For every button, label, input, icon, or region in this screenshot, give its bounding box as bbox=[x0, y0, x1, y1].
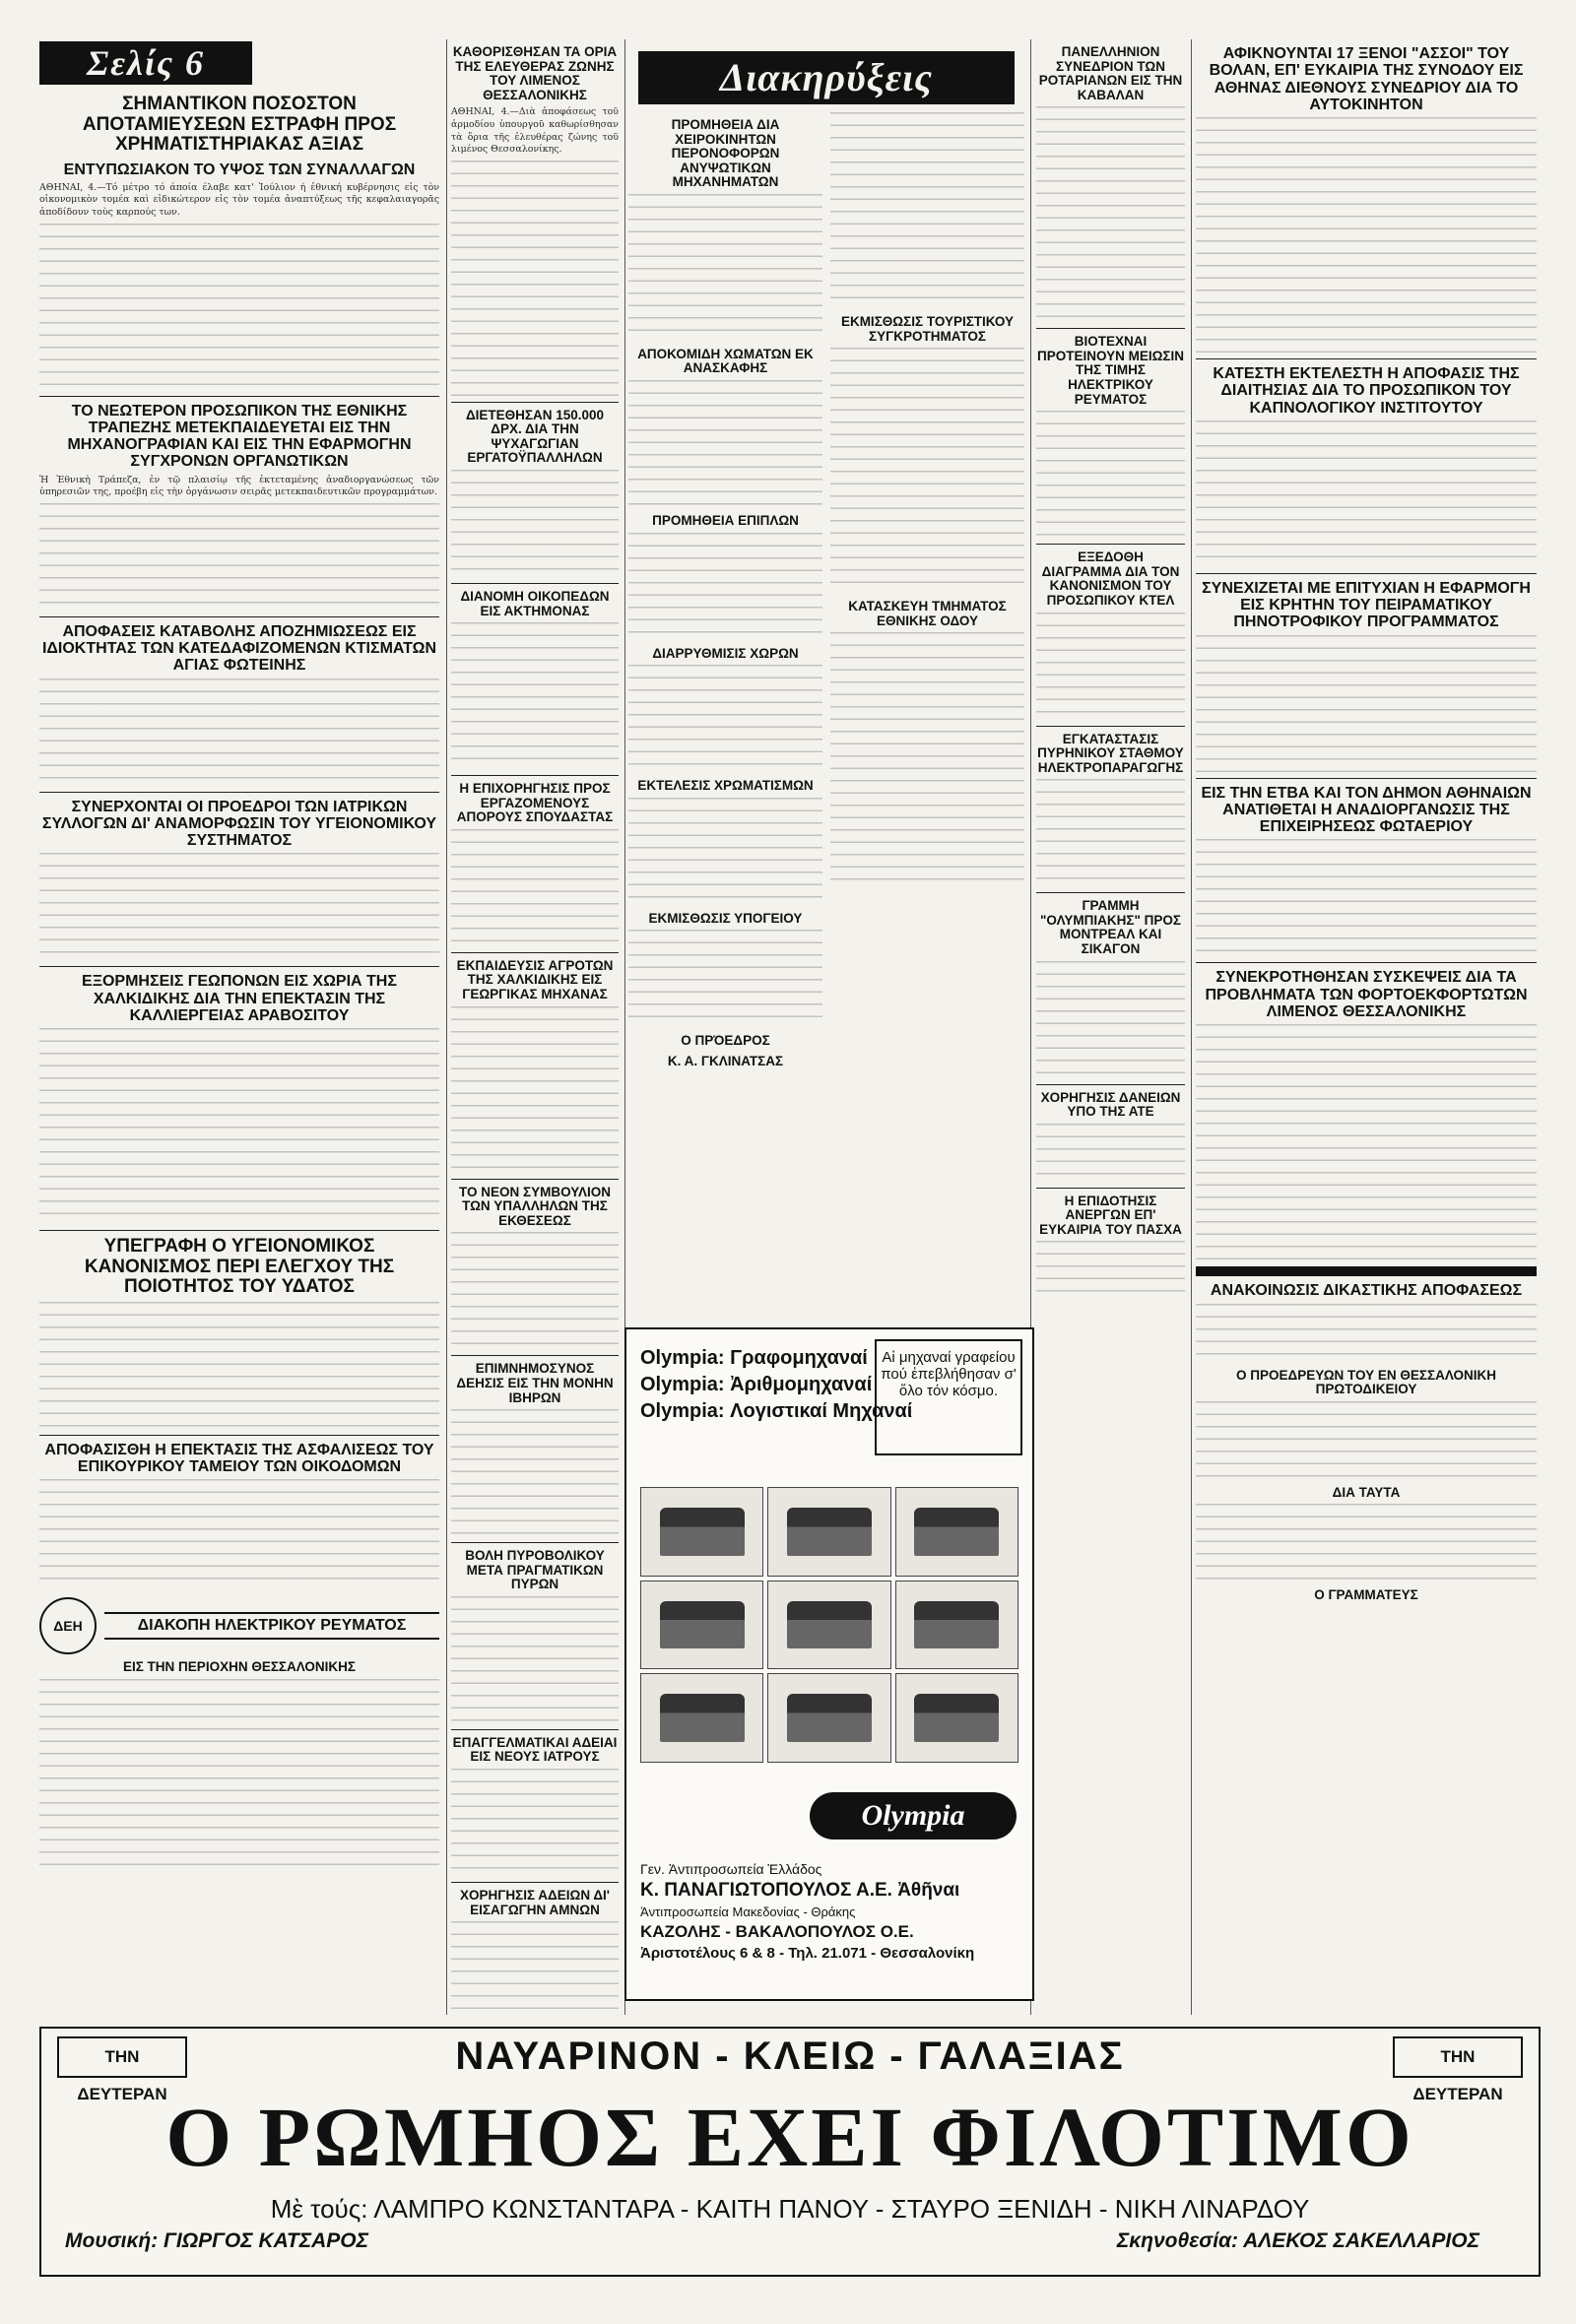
headline-nuclear-plant: ΕΓΚΑΤΑΣΤΑΣΙΣ ΠΥΡΗΝΙΚΟΥ ΣΤΑΘΜΟΥ ΗΛΕΚΤΡΟΠΑΡΑΓΩΓΗΣ bbox=[1037, 731, 1184, 775]
article-text: ΑΘΗΝΑΙ, 4.—Τό μέτρο τό άποία έλαβε κατ' Ἰούλιον ή ἐθνική κυβέρνησις εἰς τὸν οἰκονομικὸν τομέα καὶ εἰδικώτερον εἰς τὸν τομέα ἀναπτύξεως τῆς κεφαλαιαγορᾶς ἀποδίδουν τοὺς καρπούς των. bbox=[39, 181, 439, 218]
article-body bbox=[1196, 117, 1537, 354]
calculator-icon bbox=[660, 1601, 745, 1649]
court-presiding-judge: Ο ΠΡΟΕΔΡΕΥΩΝ ΤΟΥ ΕΝ ΘΕΣΣΑΛΟΝΙΚΗ ΠΡΩΤΟΔΙΚΕΙΟΥ bbox=[1235, 1367, 1497, 1397]
headline-exhibition-council: ΤΟ ΝΕΟΝ ΣΥΜΒΟΥΛΙΟΝ ΤΩΝ ΥΠΑΛΛΗΛΩΝ ΤΗΣ ΕΚΘΕΣΕΩΣ bbox=[458, 1184, 612, 1228]
calculator-icon bbox=[787, 1601, 872, 1649]
monday-label-left: ΤΗΝ ΔΕΥΤΕΡΑΝ bbox=[57, 2036, 187, 2078]
divider bbox=[451, 1179, 619, 1180]
movie-cast: Μὲ τούς: ΛΑΜΠΡΟ ΚΩΝΣΤΑΝΤΑΡΑ - ΚΑΙΤΗ ΠΑΝΟΥ - ΣΤΑΥΡΟ ΞΕΝΙΔΗ - ΝΙΚΗ ΛΙΝΑΡΔΟΥ bbox=[270, 2194, 1310, 2224]
power-outage-title: ΔΙΑΚΟΠΗ ΗΛΕΚΤΡΙΚΟΥ ΡΕΥΜΑΤΟΣ bbox=[104, 1612, 439, 1640]
column-5 bbox=[1196, 39, 1537, 2019]
tender-text bbox=[628, 533, 822, 641]
article-body bbox=[451, 1921, 619, 2019]
machine-image bbox=[640, 1673, 763, 1763]
article-body bbox=[1036, 411, 1185, 539]
article-body bbox=[39, 1479, 439, 1587]
divider bbox=[39, 966, 439, 967]
article-body bbox=[1036, 613, 1185, 721]
tender-tourist-complex: ΕΚΜΙΣΘΩΣΙΣ ΤΟΥΡΙΣΤΙΚΟΥ ΣΥΓΚΡΟΤΗΜΑΤΟΣ bbox=[840, 314, 1015, 344]
headline-electricity-price: ΒΙΟΤΕΧΝΑΙ ΠΡΟΤΕΙΝΟΥΝ ΜΕΙΩΣΙΝ ΤΗΣ ΤΙΜΗΣ ΗΛΕΚΤΡΙΚΟΥ ΡΕΥΜΑΤΟΣ bbox=[1036, 334, 1185, 407]
olympia-advertisement bbox=[624, 1327, 1034, 2001]
column-3-tenders bbox=[628, 39, 1024, 1320]
machine-image bbox=[767, 1487, 890, 1577]
divider bbox=[39, 1435, 439, 1436]
headline-medical-associations: ΣΥΝΕΡΧΟΝΤΑΙ ΟΙ ΠΡΟΕΔΡΟΙ ΤΩΝ ΙΑΤΡΙΚΩΝ ΣΥΛΛΟΓΩΝ ΔΙ' ΑΝΑΜΟΡΦΩΣΙΝ ΤΟΥ ΥΓΕΙΟΝΟΜΙΚΟΥ ΣΥΣΤΗΜΑΤΟΣ bbox=[41, 798, 437, 850]
headline-builders-insurance: ΑΠΟΦΑΣΙΣΘΗ Η ΕΠΕΚΤΑΣΙΣ ΤΗΣ ΑΣΦΑΛΙΣΕΩΣ ΤΟΥ ΕΠΙΚΟΥΡΙΚΟΥ ΤΑΜΕΙΟΥ ΤΩΝ ΟΙΚΟΔΟΜΩΝ bbox=[44, 1441, 434, 1476]
tender-text bbox=[628, 930, 822, 1028]
headline-olympic-route: ΓΡΑΜΜΗ "ΟΛΥΜΠΙΑΚΗΣ" ΠΡΟΣ ΜΟΝΤΡΕΑΛ ΚΑΙ ΣΙΚΑΓΟΝ bbox=[1040, 898, 1181, 956]
divider bbox=[1196, 778, 1537, 779]
divider bbox=[1036, 892, 1185, 893]
machine-grid bbox=[640, 1487, 1018, 1763]
tender-furniture: ΠΡΟΜΗΘΕΙΑ ΕΠΙΠΛΩΝ bbox=[652, 513, 799, 529]
signature-name: Κ. Α. ΓΚΛΙΝΑΤΣΑΣ bbox=[667, 1053, 784, 1068]
headline-compensation: ΑΠΟΦΑΣΕΙΣ ΚΑΤΑΒΟΛΗΣ ΑΠΟΖΗΜΙΩΣΕΩΣ ΕΙΣ ΙΔΙΟΚΤΗΤΑΣ ΤΩΝ ΚΑΤΕΔΑΦΙΖΟΜΕΝΩΝ ΚΤΙΣΜΑΤΩΝ ΑΓΙΑΣ ΦΩΤΕΙΝΗΣ bbox=[41, 622, 437, 675]
machine-image bbox=[640, 1487, 763, 1577]
article-body bbox=[1036, 1241, 1185, 1300]
accounting-machine-icon bbox=[787, 1694, 872, 1742]
divider bbox=[1196, 573, 1537, 574]
ad-address: Ἀριστοτέλους 6 & 8 - Τηλ. 21.071 - Θεσσαλονίκη bbox=[640, 1945, 975, 1962]
article-body bbox=[1036, 779, 1185, 887]
headline-crete-poultry: ΣΥΝΕΧΙΖΕΤΑΙ ΜΕ ΕΠΙΤΥΧΙΑΝ Η ΕΦΑΡΜΟΓΗ ΕΙΣ ΚΡΗΤΗΝ ΤΟΥ ΠΕΙΡΑΜΑΤΙΚΟΥ ΠΗΝΟΤΡΟΦΙΚΟΥ ΠΡΟΓΡΑΜΜΑΤΟΣ bbox=[1202, 579, 1531, 631]
tender-highway: ΚΑΤΑΣΚΕΥΗ ΤΜΗΜΑΤΟΣ ΕΘΝΙΚΗΣ ΟΔΟΥ bbox=[848, 599, 1007, 628]
tender-text bbox=[628, 665, 822, 773]
calculator-icon bbox=[914, 1601, 999, 1649]
article-body bbox=[1196, 839, 1537, 957]
tender-painting: ΕΚΤΕΛΕΣΙΣ ΧΡΩΜΑΤΙΣΜΩΝ bbox=[637, 778, 814, 794]
article-body bbox=[451, 1006, 619, 1174]
divider bbox=[451, 402, 619, 403]
article-body bbox=[39, 224, 439, 391]
divider bbox=[1036, 1188, 1185, 1189]
ad-slogan: Αἱ μηχαναί γραφείου πού ἐπεβλήθησαν σ' ὅλο τόν κόσμο. bbox=[875, 1339, 1022, 1455]
headline-agronomists: ΕΞΟΡΜΗΣΕΙΣ ΓΕΩΠΟΝΩΝ ΕΙΣ ΧΩΡΙΑ ΤΗΣ ΧΑΛΚΙΔΙΚΗΣ ΔΙΑ ΤΗΝ ΕΠΕΚΤΑΣΙΝ ΤΗΣ ΚΑΛΛΙΕΡΓΕΙΑΣ ΑΡΑΒΟΣΙΤΟΥ bbox=[82, 973, 397, 1024]
monday-label-right: ΤΗΝ ΔΕΥΤΕΡΑΝ bbox=[1393, 2036, 1523, 2078]
headline-rotary: ΠΑΝΕΛΛΗΝΙΟΝ ΣΥΝΕΔΡΙΟΝ ΤΩΝ ΡΟΤΑΡΙΑΝΩΝ ΕΙΣ ΤΗΝ ΚΑΒΑΛΑΝ bbox=[1038, 44, 1183, 102]
divider bbox=[1196, 962, 1537, 963]
court-clerk-signature: Ο ΓΡΑΜΜΑΤΕΥΣ bbox=[1314, 1587, 1418, 1603]
machine-image bbox=[895, 1673, 1018, 1763]
article-body bbox=[451, 622, 619, 770]
headline-medical-licenses: ΕΠΑΓΓΕΛΜΑΤΙΚΑΙ ΑΔΕΙΑΙ ΕΙΣ ΝΕΟΥΣ ΙΑΤΡΟΥΣ bbox=[452, 1734, 618, 1765]
machine-image bbox=[640, 1581, 763, 1670]
tender-text bbox=[628, 194, 822, 342]
power-outage-notice bbox=[39, 1597, 439, 1654]
article-body bbox=[1196, 635, 1537, 773]
movie-advertisement bbox=[39, 2027, 1541, 2277]
tender-forklifts: ΠΡΟΜΗΘΕΙΑ ΔΙΑ ΧΕΙΡΟΚΙΝΗΤΩΝ ΠΕΡΟΝΟΦΟΡΩΝ ΑΝΥΨΩΤΙΚΩΝ ΜΗΧΑΝΗΜΑΤΩΝ bbox=[671, 117, 780, 190]
article-body bbox=[39, 1302, 439, 1430]
article-body bbox=[39, 853, 439, 961]
article-body bbox=[451, 829, 619, 947]
divider bbox=[1036, 544, 1185, 545]
tender-text bbox=[830, 112, 1024, 309]
ad-accounting-machines: Olympia: Λογιστικαί Μηχαναί bbox=[640, 1400, 913, 1422]
article-body bbox=[451, 1409, 619, 1537]
divider bbox=[1036, 1084, 1185, 1085]
article-body bbox=[1196, 1024, 1537, 1260]
headline-tobacco-institute: ΚΑΤΕΣΤΗ ΕΚΤΕΛΕΣΤΗ Η ΑΠΟΦΑΣΙΣ ΤΗΣ ΔΙΑΙΤΗΣΙΑΣ ΔΙΑ ΤΟ ΠΡΟΣΩΠΙΚΟΝ ΤΟΥ ΚΑΠΝΟΛΟΓΙΚΟΥ ΙΝΣΤΙΤΟΥΤΟΥ bbox=[1213, 365, 1520, 417]
headline-savings: ΣΗΜΑΝΤΙΚΟΝ ΠΟΣΟΣΤΟΝ ΑΠΟΤΑΜΙΕΥΣΕΩΝ ΕΣΤΡΑΦΗ ΠΡΟΣ ΧΡΗΜΑΤΙΣΤΗΡΙΑΚΑΣ ΑΞΙΑΣ bbox=[82, 94, 397, 156]
typewriter-icon bbox=[660, 1508, 745, 1556]
headline-ktel-staff: ΕΞΕΔΟΘΗ ΔΙΑΓΡΑΜΜΑ ΔΙΑ ΤΟΝ ΚΑΝΟΝΙΣΜΟΝ ΤΟΥ ΠΡΟΣΩΠΙΚΟΥ ΚΤΕΛ bbox=[1041, 549, 1180, 608]
dei-logo-icon: ΔΕΗ bbox=[39, 1597, 97, 1654]
power-outage-subtitle: ΕΙΣ ΤΗΝ ΠΕΡΙΟΧΗΝ ΘΕΣΣΑΛΟΝΙΚΗΣ bbox=[122, 1659, 357, 1675]
machine-image bbox=[895, 1581, 1018, 1670]
headline-land-distribution: ΔΙΑΝΟΜΗ ΟΙΚΟΠΕΔΩΝ ΕΙΣ ΑΚΤΗΜΟΝΑΣ bbox=[460, 589, 610, 618]
column-divider bbox=[446, 39, 447, 2015]
column-2 bbox=[451, 39, 619, 2019]
article-body bbox=[451, 1596, 619, 1724]
headline-court-decision: ΑΝΑΚΟΙΝΩΣΙΣ ΔΙΚΑΣΤΙΚΗΣ ΑΠΟΦΑΣΕΩΣ bbox=[1210, 1282, 1523, 1300]
headline-gas-company: ΕΙΣ ΤΗΝ ΕΤΒΑ ΚΑΙ ΤΟΝ ΔΗΜΟΝ ΑΘΗΝΑΙΩΝ ΑΝΑΤΙΘΕΤΑΙ Η ΑΝΑΔΙΟΡΓΑΝΩΣΙΣ ΤΗΣ ΕΠΙΧΕΙΡΗΣΕΩΣ ΦΩΤΑΕΡΙΟΥ bbox=[1201, 784, 1532, 836]
article-body bbox=[39, 1028, 439, 1225]
article-body bbox=[39, 503, 439, 612]
headline-national-bank: ΤΟ ΝΕΩΤΕΡΟΝ ΠΡΟΣΩΠΙΚΟΝ ΤΗΣ ΕΘΝΙΚΗΣ ΤΡΑΠΕΖΗΣ ΜΕΤΕΚΠΑΙΔΕΥΕΤΑΙ ΕΙΣ ΤΗΝ ΜΗΧΑΝΟΓΡΑΦΙΑΝ ΚΑΙ ΕΙΣ ΤΗΝ ΕΦΑΡΜΟΓΗΝ ΣΥΓΧΡΟΝΩΝ ΟΡΓΑΝΩΤΙΚΩΝ bbox=[67, 402, 412, 471]
headline-student-grant: Η ΕΠΙΧΟΡΗΓΗΣΙΣ ΠΡΟΣ ΕΡΓΑΖΟΜΕΝΟΥΣ ΑΠΟΡΟΥΣ ΣΠΟΥΔΑΣΤΑΣ bbox=[456, 781, 614, 825]
signature-title: Ο ΠΡΌΕΔΡΟΣ bbox=[681, 1033, 770, 1049]
movie-music-credit: Μουσική: ΓΙΩΡΓΟΣ ΚΑΤΣΑΡΟΣ bbox=[65, 2229, 368, 2252]
article-body bbox=[451, 1232, 619, 1350]
divider-bar bbox=[1196, 1266, 1537, 1276]
divider bbox=[39, 616, 439, 617]
tender-basement: ΕΚΜΙΣΘΩΣΙΣ ΥΠΟΓΕΙΟΥ bbox=[648, 910, 803, 926]
court-therefore: ΔΙΑ ΤΑΥΤΑ bbox=[1332, 1484, 1401, 1500]
tender-text bbox=[628, 798, 822, 906]
accounting-machine-icon bbox=[914, 1694, 999, 1742]
divider bbox=[1036, 726, 1185, 727]
accounting-machine-icon bbox=[660, 1694, 745, 1742]
divider bbox=[451, 1355, 619, 1356]
outage-schedule bbox=[39, 1679, 439, 1876]
machine-image bbox=[767, 1581, 890, 1670]
divider bbox=[1196, 358, 1537, 359]
typewriter-icon bbox=[914, 1508, 999, 1556]
subhead-transactions: ΕΝΤΥΠΩΣΙΑΚΟΝ ΤΟ ΥΨΟΣ ΤΩΝ ΣΥΝΑΛΛΑΓΩΝ bbox=[63, 161, 416, 178]
article-body bbox=[451, 470, 619, 578]
machine-image bbox=[767, 1673, 890, 1763]
article-body bbox=[451, 161, 619, 397]
ad-contact bbox=[640, 1861, 1015, 1965]
article-body bbox=[1036, 106, 1185, 323]
article-body bbox=[1196, 1401, 1537, 1480]
section-masthead: Σελίς 6 bbox=[39, 41, 252, 85]
tender-rooms: ΔΙΑΡΡΥΘΜΙΣΙΣ ΧΩΡΩΝ bbox=[652, 645, 799, 661]
tender-text bbox=[830, 632, 1024, 888]
article-body bbox=[1036, 961, 1185, 1079]
headline-recreation-funds: ΔΙΕΤΕΘΗΣΑΝ 150.000 ΔΡΧ. ΔΙΑ ΤΗΝ ΨΥΧΑΓΩΓΙΑΝ ΕΡΓΑΤΟΫΠΑΛΛΗΛΩΝ bbox=[465, 407, 605, 466]
machine-image bbox=[895, 1487, 1018, 1577]
headline-rally-aces: ΑΦΙΚΝΟΥΝΤΑΙ 17 ΞΕΝΟΙ "ΑΣΣΟΙ" ΤΟΥ ΒΟΛΑΝ, ΕΠ' ΕΥΚΑΙΡΙΑ ΤΗΣ ΣΥΝΟΔΟΥ ΕΙΣ ΑΘΗΝΑΣ ΔΙΕΘΝΟΥΣ ΣΥΝΕΔΡΙΟΥ ΔΙΑ ΤΟ ΑΥΤΟΚΙΝΗΤΟΝ bbox=[1209, 45, 1524, 113]
divider bbox=[451, 775, 619, 776]
headline-ate-loans: ΧΟΡΗΓΗΣΙΣ ΔΑΝΕΙΩΝ ΥΠΟ ΤΗΣ ΑΤΕ bbox=[1040, 1089, 1181, 1120]
article-body bbox=[1196, 1304, 1537, 1363]
column-1 bbox=[39, 89, 439, 2019]
tender-excavation: ΑΠΟΚΟΜΙΔΗ ΧΩΜΑΤΩΝ ΕΚ ΑΝΑΣΚΑΦΗΣ bbox=[637, 346, 814, 376]
ad-rep-macedonia: Ἀντιπροσωπεία Μακεδονίας - Θράκης bbox=[640, 1904, 856, 1919]
headline-unemployment-benefit: Η ΕΠΙΔΟΤΗΣΙΣ ΑΝΕΡΓΩΝ ΕΠ' ΕΥΚΑΙΡΙΑ ΤΟΥ ΠΑΣΧΑ bbox=[1039, 1193, 1182, 1237]
headline-farmer-training: ΕΚΠΑΙΔΕΥΣΙΣ ΑΓΡΟΤΩΝ ΤΗΣ ΧΑΛΚΙΔΙΚΗΣ ΕΙΣ ΓΕΩΡΓΙΚΑΣ ΜΗΧΑΝΑΣ bbox=[456, 957, 614, 1002]
movie-director-credit: Σκηνοθεσία: ΑΛΕΚΟΣ ΣΑΚΕΛΛΑΡΙΟΣ bbox=[1116, 2229, 1479, 2252]
headline-free-zone: ΚΑΘΟΡΙΣΘΗΣΑΝ ΤΑ ΟΡΙΑ ΤΗΣ ΕΛΕΥΘΕΡΑΣ ΖΩΝΗΣ ΤΟΥ ΛΙΜΕΝΟΣ ΘΕΣΣΑΛΟΝΙΚΗΣ bbox=[452, 44, 618, 102]
ad-calculators: Olympia: Ἀριθμομηχαναί bbox=[640, 1374, 873, 1395]
column-4 bbox=[1036, 39, 1185, 1320]
divider bbox=[451, 952, 619, 953]
article-body bbox=[1036, 1124, 1185, 1183]
headline-water-quality: ΥΠΕΓΡΑΦΗ Ο ΥΓΕΙΟΝΟΜΙΚΟΣ ΚΑΝΟΝΙΣΜΟΣ ΠΕΡΙ ΕΛΕΓΧΟΥ ΤΗΣ ΠΟΙΟΤΗΤΟΣ ΤΟΥ ΥΔΑΤΟΣ bbox=[84, 1236, 395, 1298]
headline-artillery-fire: ΒΟΛΗ ΠΥΡΟΒΟΛΙΚΟΥ ΜΕΤΑ ΠΡΑΓΜΑΤΙΚΩΝ ΠΥΡΩΝ bbox=[465, 1548, 605, 1592]
column-divider bbox=[1191, 39, 1192, 2015]
typewriter-icon bbox=[787, 1508, 872, 1556]
divider bbox=[451, 1729, 619, 1730]
divider bbox=[39, 792, 439, 793]
article-body bbox=[39, 678, 439, 787]
article-text: Ἡ Ἐθνικὴ Τράπεζα, ἐν τῷ πλαισίῳ τῆς ἐκτεταμένης ἀναδιοργανώσεως τῶν ὑπηρεσιῶν της, προέβη εἰς τὴν ὀργάνωσιν σειρᾶς μετεκπαιδευτικῶν προγραμμάτων. bbox=[39, 474, 439, 498]
divider bbox=[1036, 328, 1185, 329]
article-body bbox=[451, 1769, 619, 1877]
divider bbox=[451, 583, 619, 584]
divider bbox=[39, 1230, 439, 1231]
article-text: ΑΘΗΝΑΙ, 4.—Διὰ ἀποφάσεως τοῦ ἁρμοδίου ὑπουργοῦ καθωρίσθησαν τὰ ὅρια τῆς ἐλευθέρας ζώνης τοῦ λιμένος Θεσσαλονίκης. bbox=[451, 106, 619, 156]
tenders-title: Διακηρύξεις bbox=[638, 51, 1015, 104]
article-body bbox=[1196, 1504, 1537, 1582]
divider bbox=[451, 1542, 619, 1543]
headline-lamb-imports: ΧΟΡΗΓΗΣΙΣ ΑΔΕΙΩΝ ΔΙ' ΕΙΣΑΓΩΓΗΝ ΑΜΝΩΝ bbox=[459, 1887, 611, 1917]
article-body bbox=[1196, 420, 1537, 568]
divider bbox=[39, 396, 439, 397]
headline-memorial-service: ΕΠΙΜΝΗΜΟΣΥΝΟΣ ΔΕΗΣΙΣ ΕΙΣ ΤΗΝ ΜΟΝΗΝ ΙΒΗΡΩΝ bbox=[456, 1361, 614, 1405]
ad-company-thessaloniki: ΚΑΖΟΛΗΣ - ΒΑΚΑΛΟΠΟΥΛΟΣ Ο.Ε. bbox=[640, 1922, 914, 1941]
cinema-names: ΝΑΥΑΡΙΝΟΝ - ΚΛΕΙΩ - ΓΑΛΑΞΙΑΣ bbox=[455, 2034, 1125, 2078]
olympia-logo: Olympia bbox=[810, 1792, 1017, 1840]
divider bbox=[451, 1882, 619, 1883]
headline-dockworkers: ΣΥΝΕΚΡΟΤΗΘΗΣΑΝ ΣΥΣΚΕΨΕΙΣ ΔΙΑ ΤΑ ΠΡΟΒΛΗΜΑΤΑ ΤΩΝ ΦΟΡΤΟΕΚΦΟΡΤΩΤΩΝ ΛΙΜΕΝΟΣ ΘΕΣΣΑΛΟΝΙΚΗΣ bbox=[1205, 969, 1528, 1020]
tender-text bbox=[830, 348, 1024, 594]
ad-rep-label: Γεν. Ἀντιπροσωπεία Ἑλλάδος bbox=[640, 1861, 822, 1877]
movie-title: Ο ΡΩΜΗΟΣ ΕΧΕΙ ΦΙΛΟΤΙΜΟ bbox=[165, 2090, 1414, 2184]
ad-typewriters: Olympia: Γραφομηχαναί bbox=[640, 1347, 868, 1369]
tender-text bbox=[628, 380, 822, 508]
ad-company-athens: Κ. ΠΑΝΑΓΙΩΤΟΠΟΥΛΟΣ Α.Ε. Ἀθῆναι bbox=[640, 1880, 960, 1901]
